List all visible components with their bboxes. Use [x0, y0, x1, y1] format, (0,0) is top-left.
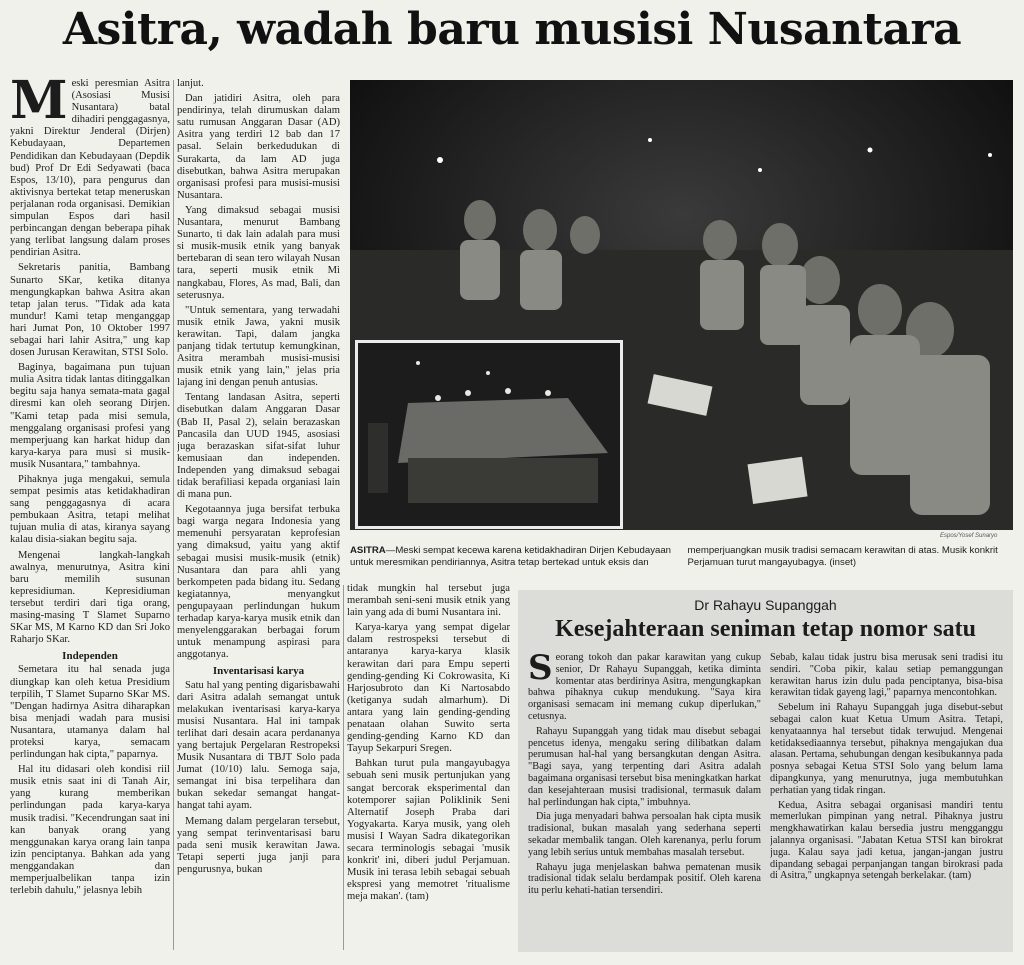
sidebar-byline: Dr Rahayu Supanggah — [694, 597, 837, 613]
paragraph: Tentang landasan Asitra, seperti disebutkan dalam Anggaran Dasar (Bab II, Pasal 2), selain berazaskan Pancasila dan UUD 1945, asosiasi juga berazaskan sifat-sifat luhur kemusiaan dan independen. Independen yang dimaksud sebagai tidak berafiliasi kepada organiasi lain di mana pun. — [177, 392, 340, 501]
paragraph: Bahkan turut pula mangayubagya sebuah seni musik pertunjukan yang sangat bercorak eksperimental dan kotemporer sajian Poliklinik Seni Alternatif Joseph Praba dari Yogyakarta. Karya musik, yang oleh musisi I Wayan Sadra dikategorikan secara terminologis sebagai 'musik konkrit' ini, diberi judul Perjamuan. Musik ini terasa lebih sebagai sebuah ekspresi yang memotret 'ritualisme meja makan'. (tam) — [347, 758, 510, 903]
subheading-inventarisasi: Inventarisasi karya — [212, 665, 305, 678]
article-column-2 — [177, 78, 340, 958]
photo-credit: Espos/Yosef Sunaryo — [940, 533, 998, 539]
paragraph: Hal itu didasari oleh kondisi riil musik etnis saat ini di Tanah Air, yang kurang memberikan perlindungan pada karya-karya musik tradisi. "Kecendrungan saat ini kan banyak orang yang menggunakan karya orang lain tanpa izin penciptanya. Bahkan ada yang menggandakan dan memperjualbelikan tanpa izin terlebih dahulu," jelasnya lebih — [10, 764, 170, 897]
paragraph: Rahayu juga menjelaskan bahwa pematenan musik tradisional tidak selalu berdampak positif. Oleh karena itu perlu kehati-hatian tersendiri. — [528, 861, 761, 897]
headline: Asitra, wadah baru musisi Nusantara — [62, 4, 962, 55]
paragraph: Dia juga menyadari bahwa persoalan hak cipta musik tradisional, bukan masalah yang sederhana seperti sekadar membalik tangan. Oleh karenanya, perlu forum yang lebih serius untuk membahas masalah tersebut. — [528, 811, 761, 858]
paragraph: Kegotaannya juga bersifat terbuka bagi warga negara Indonesia yang memenuhi persyaratan keprofesian yang dimaksud, yaitu yang aktif sebagai musisi musik-musik (etnik) Nusantara dan para ahli yang berkompeten pada bidang itu. Sedang kegiatannya, menyangkut pengupayaan perlindungan hukum terhadap karya-karya musik etnik dan menyelenggarakan berbagai forum untuk menampung aspirasi para anggotanya. — [177, 504, 340, 661]
caption-text: —Meski sempat kecewa karena ketidakhadiran Dirjen Kebudayaan untuk meresmikan pendiriannya, Asitra tetap bertekad untuk eksis dan memperjuangkan musik tradisi semacam kerawitan di atas. Musik konkrit Perjamuan turut mangayubagya. (inset) — [350, 545, 998, 568]
subheading-independen: Independen — [62, 650, 118, 663]
paragraph: "Untuk sementara, yang terwadahi musik etnik Jawa, yakni musik kerawitan. Tapi, dalam jangka panjang tidak tertutup kemungkinan, Asitra merambah musisi-musisi musik etnik yang lain," jelas pria lajang ini dengan penuh antusias. — [177, 304, 340, 389]
paragraph: Rahayu Supanggah yang tidak mau disebut sebagai pencetus idenya, mengaku sering dilibatkan dalam perumusan hal-hal yang bersangkutan dengan Asitra. "Bagi saya, yang terpenting dari Asitra adalah bagaimana organisasi tersebut bisa meningkatkan harkat dan kesejahteraan musisi tradisional, termasuk dalam hal perlindungan hak cipta," imbuhnya. — [528, 725, 761, 808]
paragraph: Memang dalam pergelaran tersebut, yang sempat terinventarisasi baru pada seni musik kerawitan Jawa. Tetapi seperti juga janji para pengurusnya, bukan — [177, 815, 340, 875]
paragraph: lanjut. — [177, 78, 204, 89]
paragraph: tidak mungkin hal tersebut juga merambah seni-seni musik etnik yang lain yang ada di bumi Nusantara ini. — [347, 583, 510, 619]
paragraph: Semetara itu hal senada juga diungkap kan oleh ketua Presidium terpilih, T Slamet Suparno SKar MS. "Dengan hadirnya Asitra diharapkan bisa menjadi wadah para musisi Nusantara, utamanya dalam hal proteksi karya, semacam perlindungan hak cipta," paparnya. — [10, 664, 170, 761]
paragraph: Mengenai langkah-langkah awalnya, menurutnya, Asitra kini baru memilih susunan kepresidiuman. Kepresidiuman tersebut terdiri dari tiga orang, masing-masing T Slamet Suparno SKar MS, M Karno KD dan Sri Joko Raharjo SKar. — [10, 549, 170, 646]
sidebar-column-right — [770, 652, 1003, 952]
perjamuan-table-image — [358, 343, 620, 526]
drop-cap: S — [528, 652, 553, 688]
caption-label: ASITRA — [350, 545, 386, 556]
drop-cap: M — [10, 78, 68, 131]
paragraph: Yang dimaksud sebagai musisi Nusantara, menurut Bambang Sunarto, ti dak lain adalah para musi si musik-musik etnik yang banyak bertebaran di sean tero wilayah Nusan tara, seperti musik etnik Mi nangkabau, Flores, As mad, Bali, dan seterusnya. — [177, 204, 340, 301]
photo-caption — [350, 545, 1013, 568]
paragraph: Kedua, Asitra sebagai organisasi mandiri tentu memerlukan pimpinan yang netral. Pihaknya justru mengkhawatirkan kalau bersedia justru mengganggu jalannya organisasi. "Jabatan Ketua STSI kan birokrat juga. Kalau saya jadi ketua, jangan-jangan justru dipandang sebagai perpanjangan tangan birokrasi pada di Asitra," ungkapnya setengah berkelakar. (tam) — [770, 799, 1003, 882]
inset-photo — [355, 340, 623, 529]
paragraph: Sebab, kalau tidak justru bisa merusak seni tradisi itu sendiri. "Coba pikir, kalau setiap pemanggungan kerawitan harus izin dulu pada penciptanya, bisa-bisa kerawitan tidak gayeng lagi," paparnya mencontohkan. — [770, 652, 1003, 699]
paragraph: Karya-karya yang sempat digelar dalam restrospeksi tersebut di antaranya karya-karya klasik kerawitan dari para Empu seperti gending-gending Ki Cokrowasita, Ki Harjosubroto dan Ki Nartosabdo (ketiganya sudah almarhum). Di antara yang lain gending-gending penataan olahan Suwito serta gending-gending Karno KD dan Tayup Sekarpuri Sregen. — [347, 622, 510, 755]
article-column-3 — [347, 583, 510, 958]
paragraph: Pihaknya juga mengakui, semula sempat pesimis atas ketidakhadiran sang penggagasnya di acara pembukaan Asitra, tetapi melihat tujuan mulia di atas, kiranya sayang kalau disia-siakan begitu saja. — [10, 474, 170, 546]
paragraph: Sekretaris panitia, Bambang Sunarto SKar, ketika ditanya mengungkapkan bahwa Asitra akan tetap jalan terus. "Tidak ada kata mundur! Kami tetap menganggap hari Jumat Pon, 10 Oktober 1997 sebagai hari lahir Asitra," ung kap dosen Jurusan Kerawitan, STSI Solo. — [10, 262, 170, 359]
sidebar-title: Kesejahteraan seniman tetap nomor satu — [555, 616, 976, 642]
paragraph: eski peresmian Asitra (Asosiasi Musisi Nusantara) batal dihadiri penggagasnya, yakni Direktur Jenderal (Dirjen) Kebudayaan, Departemen Pendidikan dan Kebudayaan (Depdik bud) Prof Dr Edi Sedyawati (baca Espos, 13/10), para pengurus dan aktivisnya bertekat tetap meneruskan perjalanan roda organisasi. Demikian simpulan Espos dari hasil perbincangan dengan beberapa pihak yang terlibat langsung dalam proses pendirian Asitra. — [10, 78, 170, 259]
article-column-1 — [10, 78, 170, 958]
sidebar-column-left — [528, 652, 761, 952]
paragraph: eorang tokoh dan pakar karawitan yang cukup senior, Dr Rahayu Supanggah, ketika diminta komentar atas berdirinya Asitra, mengungkapkan bahwa pihaknya cukup mendukung. "Saya kira organisasi semacam ini memang cukup diperlukan," cetusnya. — [528, 652, 761, 722]
paragraph: Sebelum ini Rahayu Supanggah juga disebut-sebut sebagai calon kuat Ketua Umum Asitra. Tetapi, kenyataannya hal tersebut tidak terwujud. Mengenai ketidaksediaannya tersebut, pihaknya mengajukan dua alasan. Pertama, sehubungan dengan kesibukannya pada posnya sebagai Ketua STSI Solo yang belum lama dipangkunya, yang menurutnya, juga membutuhkan perhatian yang tidak ringan. — [770, 702, 1003, 796]
paragraph: Baginya, bagaimana pun tujuan mulia Asitra tidak lantas ditinggalkan begitu saja hanya semata-mata gagal diresmi kan oleh seorang Dirjen. "Kami tetap pada misi semula, menggalang organisasi profesi yang memperjuang kan harkat hidup dan karya-karya para musi si musik-musik Nusantara," tambahnya. — [10, 362, 170, 470]
paragraph: Dan jatidiri Asitra, oleh para pendirinya, telah dirumuskan dalam satu rumusan Anggaran Dasar (AD) Asitra yang terdiri 12 bab dan 17 pasal. Selain berkedudukan di Surakarta, da lam AD juga disebutkan, bahwa Asitra merupakan organisasi profesi para musisi-musisi Nusantara. — [177, 93, 340, 201]
column-divider — [343, 585, 344, 950]
paragraph: Satu hal yang penting digarisbawahi dari Asitra adalah semangat untuk melakukan iventarisasi karya-karya musisi Nusantara. Hal ini tampak terlihat dari desain acara perdananya yang bertajuk Pergelaran Restropeksi Musik Nusantara di TBJT Solo pada Jumat (10/10) lalu. Semoga saja, semangat ini bisa terpelihara dan bukan sekedar semangat hangat-hangat tahi ayam. — [177, 679, 340, 812]
column-divider — [173, 80, 174, 950]
